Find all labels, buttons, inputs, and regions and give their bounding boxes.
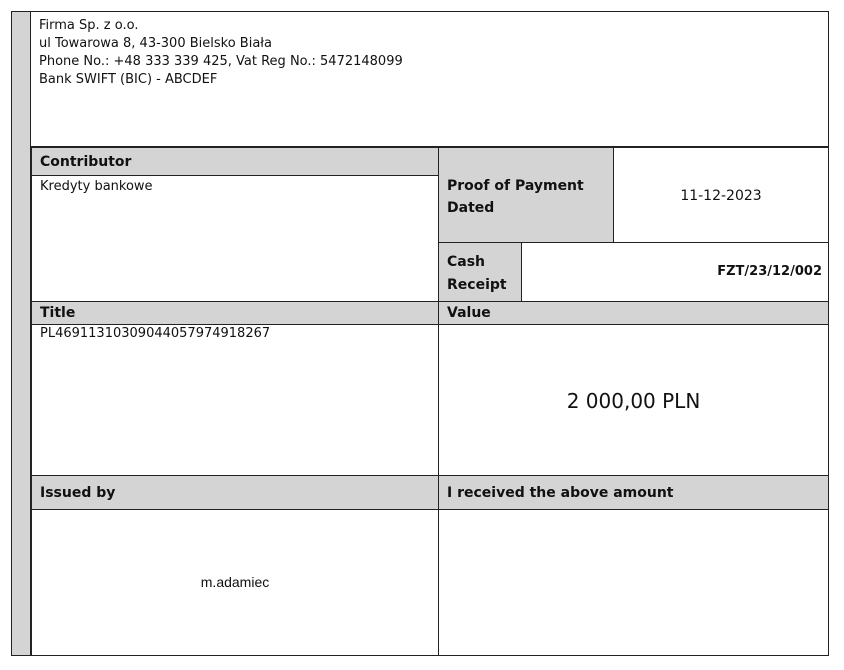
title-cell bbox=[31, 324, 439, 476]
proof-of-payment-label-cell bbox=[438, 147, 614, 243]
proof-of-payment-label-2: Dated bbox=[447, 200, 495, 216]
contributor-cell bbox=[31, 175, 439, 302]
value-label: Value bbox=[447, 305, 491, 321]
title-label: Title bbox=[40, 305, 76, 321]
value-header bbox=[438, 301, 829, 325]
contributor-value: Kredyty bankowe bbox=[40, 179, 153, 194]
issuer-name: m.adamiec bbox=[200, 574, 270, 590]
proof-of-payment-label-1: Proof of Payment bbox=[447, 178, 584, 194]
received-header bbox=[438, 475, 829, 510]
cash-receipt-label-1: Cash bbox=[447, 254, 486, 270]
company-name: Firma Sp. z o.o. bbox=[39, 18, 139, 33]
amount-cell bbox=[438, 324, 829, 476]
company-bank: Bank SWIFT (BIC) - ABCDEF bbox=[39, 72, 218, 87]
company-address: ul Towarowa 8, 43-300 Bielsko Biała bbox=[39, 36, 272, 51]
cash-receipt-label-2: Receipt bbox=[447, 277, 507, 293]
received-label: I received the above amount bbox=[447, 485, 674, 501]
company-info-block bbox=[31, 11, 829, 147]
cash-receipt-document bbox=[11, 11, 829, 656]
cash-receipt-label-cell bbox=[438, 242, 522, 302]
received-signature-cell bbox=[438, 509, 829, 656]
cash-receipt-number-cell bbox=[521, 242, 829, 302]
left-margin-bar bbox=[11, 11, 31, 656]
issued-by-header bbox=[31, 475, 439, 510]
title-value: PL46911310309044057974918267 bbox=[40, 326, 271, 341]
cash-receipt-number: FZT/23/12/002 bbox=[717, 264, 822, 279]
contributor-header bbox=[31, 147, 439, 176]
amount-value: 2 000,00 PLN bbox=[566, 389, 701, 413]
company-phone-vat: Phone No.: +48 333 339 425, Vat Reg No.: 5472148099 bbox=[39, 54, 403, 69]
issued-by-label: Issued by bbox=[40, 485, 116, 501]
issued-by-cell bbox=[31, 509, 439, 656]
payment-date: 11-12-2023 bbox=[680, 188, 762, 204]
title-header bbox=[31, 301, 439, 325]
contributor-label: Contributor bbox=[40, 154, 132, 170]
payment-date-cell bbox=[613, 147, 829, 243]
